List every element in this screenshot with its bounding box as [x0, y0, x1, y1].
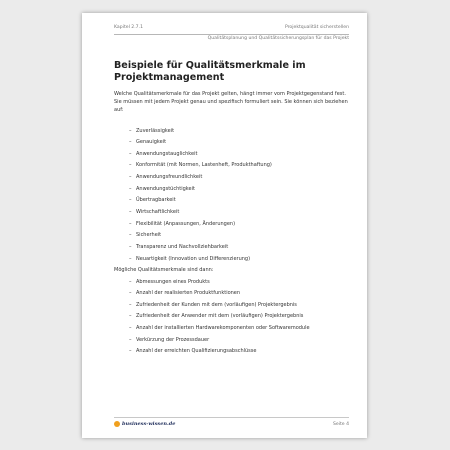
list-dash-bullet: –	[129, 127, 132, 134]
list-dash-bullet: –	[129, 348, 132, 355]
list-item-text: Neuartigkeit (Innovation und Differenzierung)	[136, 255, 251, 262]
page-number: Seite 4	[332, 421, 349, 427]
list-item-text: Konformität (mit Normen, Lastenheft, Produkthaftung)	[136, 162, 272, 169]
list-dash-bullet: –	[129, 232, 132, 239]
business-wissen-logo[interactable]	[114, 421, 175, 427]
possible-feature-item	[129, 311, 310, 323]
intro-paragraph: Welche Qualitätsmerkmale für das Projekt gelten, hängt immer vom Projektgegenstand fest. Sie müssen mit jedem Projekt genau und spezifisch formuliert sein. Sie können sich beziehen auf:	[114, 91, 348, 113]
header-section: Projektqualität sicherstellen	[284, 25, 349, 30]
quality-feature-item	[129, 207, 272, 219]
list-item-text: Anzahl der installierten Hardwarekomponenten oder Softwaremodule	[136, 325, 310, 332]
list-item-text: Anzahl der erreichten Qualifizierungsabschlüsse	[136, 348, 257, 355]
page-footer	[114, 421, 349, 427]
list-item-text: Verkürzung der Prozessdauer	[136, 336, 210, 343]
quality-feature-item	[129, 172, 272, 184]
quality-feature-list	[129, 126, 272, 266]
logo-dot-icon	[114, 421, 120, 427]
quality-feature-item	[129, 242, 272, 254]
list-dash-bullet: –	[129, 150, 132, 157]
list-dash-bullet: –	[129, 139, 132, 146]
possible-feature-list	[129, 277, 310, 358]
quality-feature-item	[129, 219, 272, 231]
list-item-text: Anwendungstüchtigkeit	[136, 185, 195, 192]
list-dash-bullet: –	[129, 185, 132, 192]
possible-feature-item	[129, 277, 310, 289]
list-item-text: Zufriedenheit der Anwender mit dem (vorläufigen) Projektergebnis	[136, 313, 304, 320]
list-dash-bullet: –	[129, 243, 132, 250]
list-dash-bullet: –	[129, 301, 132, 308]
page-subheader	[114, 36, 349, 42]
quality-feature-item	[129, 254, 272, 266]
list-dash-bullet: –	[129, 208, 132, 215]
possible-feature-item	[129, 335, 310, 347]
possible-feature-item	[129, 346, 310, 358]
quality-feature-item	[129, 195, 272, 207]
page-header	[114, 25, 349, 31]
quality-feature-item	[129, 149, 272, 161]
quality-feature-item	[129, 126, 272, 138]
list-item-text: Zuverlässigkeit	[136, 127, 175, 134]
quality-feature-item	[129, 230, 272, 242]
header-subsection: Qualitätsplanung und Qualitätssicherungsplan für das Projekt	[207, 35, 349, 41]
list-item-text: Übertragbarkeit	[136, 197, 176, 204]
list-dash-bullet: –	[129, 336, 132, 343]
header-chapter: Kapitel 2.7.1	[114, 25, 143, 30]
list-item-text: Wirtschaftlichkeit	[136, 208, 180, 215]
possible-features-intro: Mögliche Qualitätsmerkmale sind dann:	[114, 267, 214, 273]
list-item-text: Zufriedenheit der Kunden mit dem (vorläufigen) Projektergebnis	[136, 301, 297, 308]
list-dash-bullet: –	[129, 278, 132, 285]
list-dash-bullet: –	[129, 313, 132, 320]
quality-feature-item	[129, 184, 272, 196]
list-item-text: Transparenz und Nachvollziehbarkeit	[136, 243, 229, 250]
list-dash-bullet: –	[129, 174, 132, 181]
logo-text: business-wissen.de	[122, 421, 176, 427]
list-item-text: Anzahl der realisierten Produktfunktionen	[136, 290, 241, 297]
footer-divider	[114, 417, 349, 418]
quality-feature-item	[129, 160, 272, 172]
list-item-text: Sicherheit	[136, 232, 162, 239]
possible-feature-item	[129, 323, 310, 335]
page-title: Beispiele für Qualitätsmerkmale im Projektmanagement	[114, 60, 306, 83]
possible-feature-item	[129, 288, 310, 300]
list-dash-bullet: –	[129, 255, 132, 262]
quality-feature-item	[129, 137, 272, 149]
list-dash-bullet: –	[129, 162, 132, 169]
list-dash-bullet: –	[129, 290, 132, 297]
possible-feature-item	[129, 300, 310, 312]
list-item-text: Genauigkeit	[136, 139, 167, 146]
list-dash-bullet: –	[129, 325, 132, 332]
list-dash-bullet: –	[129, 197, 132, 204]
list-item-text: Anwendungsfreundlichkeit	[136, 174, 203, 181]
document-page	[82, 13, 367, 438]
list-item-text: Flexibilität (Anpassungen, Änderungen)	[136, 220, 236, 227]
list-item-text: Anwendungstauglichkeit	[136, 150, 198, 157]
list-dash-bullet: –	[129, 220, 132, 227]
list-item-text: Abmessungen eines Produkts	[136, 278, 210, 285]
